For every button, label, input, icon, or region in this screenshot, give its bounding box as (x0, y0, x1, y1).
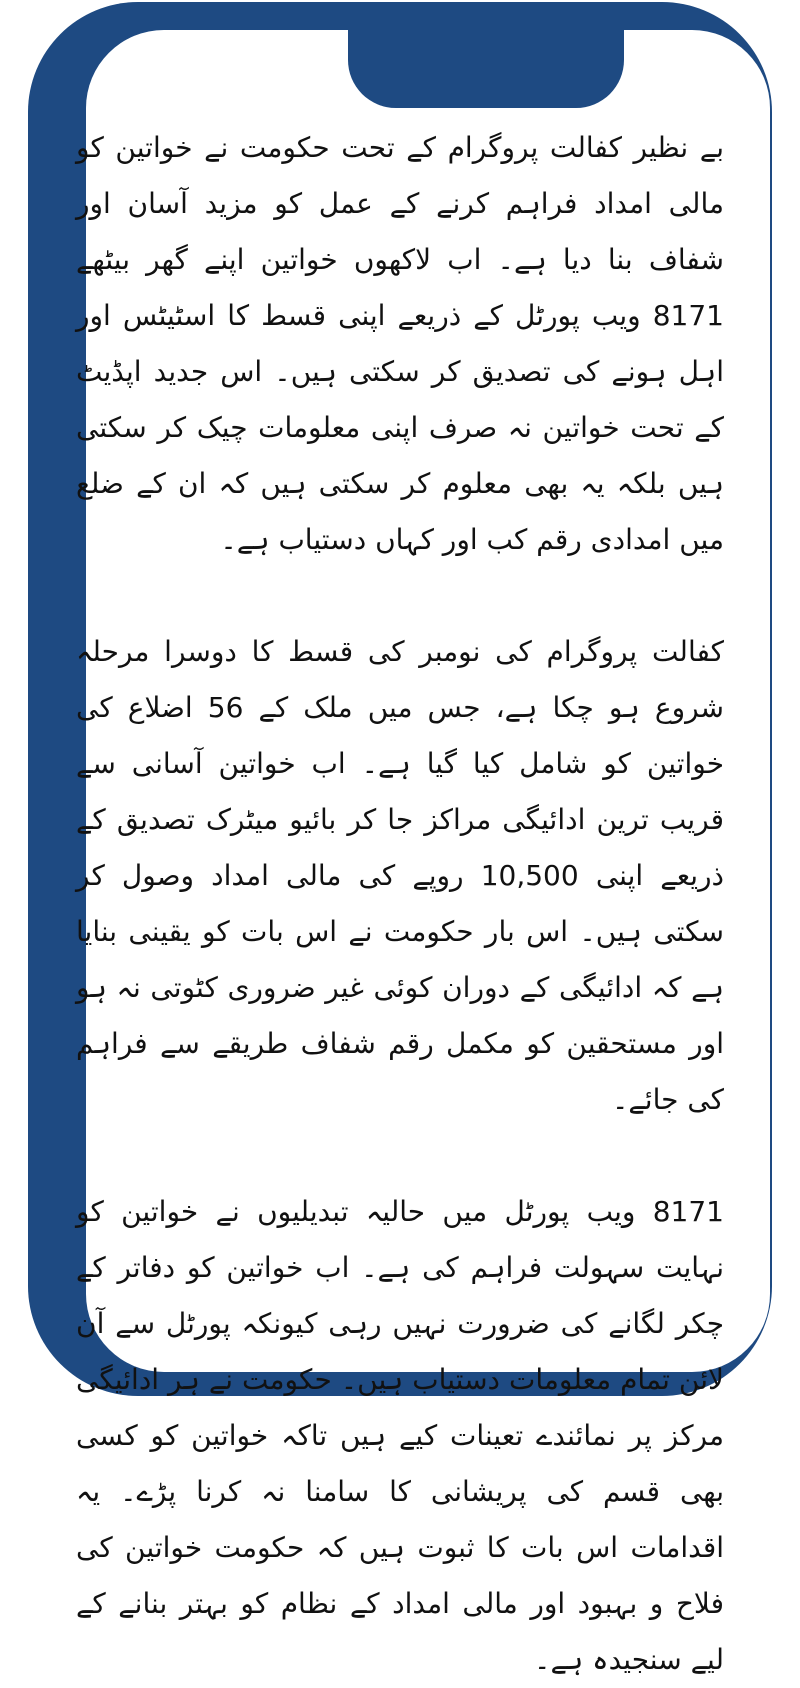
paragraph-1: بے نظیر کفالت پروگرام کے تحت حکومت نے خواتین کو مالی امداد فراہم کرنے کے عمل کو مزید آسان اور شفاف بنا دیا ہے۔ اب لاکھوں خواتین اپنے گھر بیٹھے 8171 ویب پورٹل کے ذریعے اپنی قسط کا اسٹیٹس اور اہل ہونے کی تصدیق کر سکتی ہیں۔ اس جدید اپڈیٹ کے تحت خواتین نہ صرف اپنی معلومات چیک کر سکتی ہیں بلکہ یہ بھی معلوم کر سکتی ہیں کہ ان کے ضلع میں امدادی رقم کب اور کہاں دستیاب ہے۔ (76, 131, 724, 556)
paragraph-3: 8171 ویب پورٹل میں حالیہ تبدیلیوں نے خواتین کو نہایت سہولت فراہم کی ہے۔ اب خواتین کو دفاتر کے چکر لگانے کی ضرورت نہیں رہی کیونکہ پورٹل سے آن لائن تمام معلومات دستیاب ہیں۔ حکومت نے ہر ادائیگی مرکز پر نمائندے تعینات کیے ہیں تاکہ خواتین کو کسی بھی قسم کی پریشانی کا سامنا نہ کرنا پڑے۔ یہ اقدامات اس بات کا ثبوت ہیں کہ حکومت خواتین کی فلاح و بہبود اور مالی امداد کے نظام کو بہتر بنانے کے لیے سنجیدہ ہے۔ (76, 1195, 724, 1676)
paragraph-2: کفالت پروگرام کی نومبر کی قسط کا دوسرا مرحلہ شروع ہو چکا ہے، جس میں ملک کے 56 اضلاع کی خواتین کو شامل کیا گیا ہے۔ اب خواتین آسانی سے قریب ترین ادائیگی مراکز جا کر بائیو میٹرک تصدیق کے ذریعے اپنی 10,500 روپے کی مالی امداد وصول کر سکتی ہیں۔ اس بار حکومت نے اس بات کو یقینی بنایا ہے کہ ادائیگی کے دوران کوئی غیر ضروری کٹوتی نہ ہو اور مستحقین کو مکمل رقم شفاف طریقے سے فراہم کی جائے۔ (76, 635, 725, 1116)
phone-notch (348, 30, 624, 108)
article-body (76, 120, 724, 1688)
